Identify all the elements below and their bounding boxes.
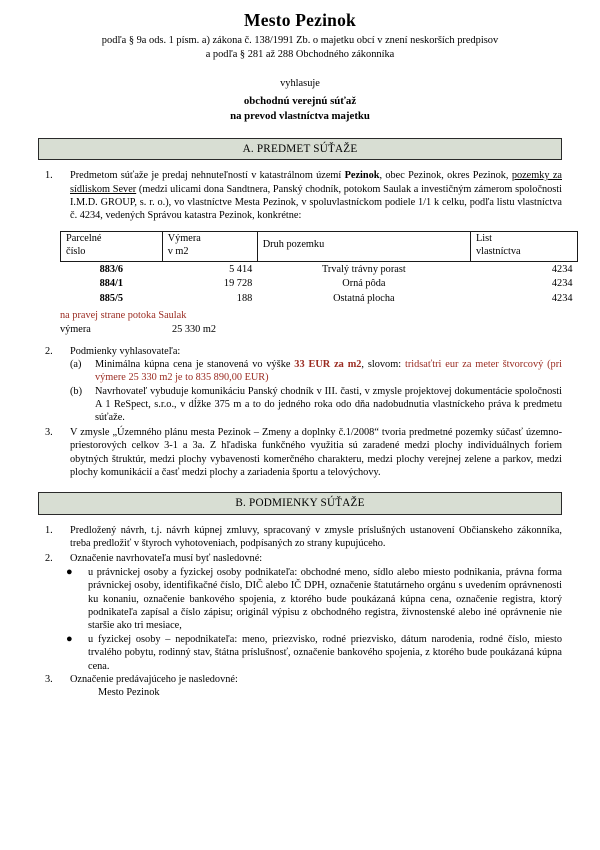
section-b-item-1-body: Predložený návrh, t.j. návrh kúpnej zmluvy, spracovaný v zmysle príslušných ustanovení Občianskeho zákonníka, treba predložiť v štyroch vyhotoveniach, podpísaných zo strany kupujúceho. (70, 524, 562, 550)
section-b-list-continued (38, 673, 562, 700)
parcel-table-slot (38, 231, 573, 337)
section-a-heading: A. PREDMET SÚŤAŽE (38, 138, 562, 161)
section-a-item-3 (38, 426, 562, 480)
bullet-icon: ● (66, 565, 73, 578)
parcel-table (60, 231, 578, 306)
condition-b (70, 385, 562, 425)
condition-b-body: Navrhovateľ vybuduje komunikáciu Panský chodník v III. časti, v zmysle projektovej dokumentácie spoločnosti A 1 ReSpect, s.r.o., v dĺžke 375 m a to do jedného roka odo dňa nadobudnutia vlastníckeho práva k predmetu súťaže. (95, 385, 562, 424)
item-number: 1. (45, 524, 53, 536)
header-line-1: Druh pozemku (262, 239, 325, 251)
item-1-part-3: , obec Pezinok, okres Pezinok, (379, 170, 512, 182)
cell-land-type: Orná pôda (342, 278, 386, 290)
cell-land-type: Trvalý trávny porast (322, 263, 406, 275)
item-1-part-5: (medzi ulicami dona Sandtnera, Panský chodník, potokom Saulak a investičným zámerom spoločnosti I.M.D. GROUP, s. r. o.), vo vlastníctve Mesta Pezinok, v spoluvlastníckom podiele 1/1 k celku, podľa listu vlastníctva č. 4234, vedených Správou katastra Pezinok, konkrétne: (70, 183, 563, 222)
announcement-block (38, 77, 562, 123)
section-a-item-2 (38, 345, 562, 425)
parcel-table-wrapper (60, 231, 578, 337)
item-number: 2. (45, 552, 53, 564)
section-b-item-3-lead: Označenie predávajúceho je nasledovné: (70, 673, 238, 685)
parcel-table-body (61, 261, 578, 306)
condition-a-part-3: , slovom: (361, 358, 405, 370)
bidder-designation-bullets (38, 566, 562, 673)
list-item (38, 566, 562, 633)
item-number: 3. (45, 673, 53, 685)
announcement-line-1: obchodnú verejnú súťaž (243, 94, 357, 107)
bullet-legal-entity-text: u právnickej osoby a fyzickej osoby podnikateľa: obchodné meno, sídlo alebo miesto podnikania, právna forma právnickej osoby, identifikačné číslo, DIČ alebo IČ DPH, označenie štatutárneho orgánu s uvedením oprávnenosti ku konaniu, označenie bankového spojenia, z ktorého bude poukázaná kúpna cena, označenie registra, ktorý podnikateľa zapísal a číslo zápisu; originál výpisu z obchodného registra, živnostenské alebo iné oprávnenie nie staršie ako tri mesiace, (88, 566, 562, 632)
cell-land-type: Ostatná plocha (333, 293, 395, 305)
header-line-1: Výmera (167, 232, 201, 244)
section-b-item-1 (38, 524, 562, 551)
cell-area: 188 (236, 293, 253, 305)
column-header-title-deed (470, 231, 577, 261)
section-b-item-2 (38, 552, 562, 565)
item-1-part-1: Predmetom súťaže je predaj nehnuteľností v katastrálnom území (70, 170, 345, 182)
section-b-item-2-lead: Označenie navrhovateľa musí byť nasledovné: (70, 552, 263, 564)
section-a-list (38, 169, 573, 479)
section-b-item-3 (38, 673, 562, 700)
item-number: 2. (45, 345, 53, 357)
section-b-heading: B. PODMIENKY SÚŤAŽE (38, 492, 562, 515)
section-a-item-1 (38, 169, 562, 223)
section-b-list (38, 524, 562, 565)
item-number: 3. (45, 426, 53, 438)
legal-reference-line-1: podľa § 9a ods. 1 písm. a) zákona č. 138/1991 Zb. o majetku obcí v znení neskorších predpisov (101, 34, 499, 46)
column-header-land-type (257, 231, 470, 261)
table-row (61, 261, 578, 276)
condition-a (70, 358, 562, 385)
header-line-1: List (475, 232, 492, 244)
conditions-letter-list (70, 358, 562, 425)
table-row (61, 276, 578, 291)
announcement-verb: vyhlasuje (280, 78, 320, 90)
cell-area: 5 414 (229, 263, 253, 275)
item-number: 1. (45, 170, 53, 182)
legal-reference-line-2: a podľa § 281 až 288 Obchodného zákonníka (205, 48, 395, 60)
announcement-line-2: na prevod vlastníctva majetku (230, 109, 370, 122)
condition-a-part-1: Minimálna kúpna cena je stanovená vo výške (95, 358, 295, 370)
item-2-lead: Podmienky vyhlasovateľa: (70, 345, 181, 357)
list-item (38, 633, 562, 673)
page-title: Mesto Pezinok (244, 10, 356, 30)
table-note-stream-side: na pravej strane potoka Saulak (60, 309, 187, 321)
seller-name: Mesto Pezinok (98, 687, 160, 699)
cell-title-deed: 4234 (551, 293, 573, 305)
cell-parcel-number: 883/6 (99, 263, 124, 275)
header-line-2: vlastníctva (475, 245, 521, 257)
minimum-price-value: 33 EUR za m2 (294, 358, 362, 370)
table-header-row (61, 231, 578, 261)
header-line-1: Parcelné (66, 232, 102, 244)
cell-parcel-number: 885/5 (99, 293, 124, 305)
table-total-area-row (60, 323, 578, 336)
bullet-natural-person-text: u fyzickej osoby – nepodnikateľa: meno, priezvisko, rodné priezvisko, dátum narodenia, rodné číslo, miesto trvalého pobytu, rodinný stav, štátna príslušnosť, označenie bankového spojenia, z ktorého bude poukázaná kúpna cena. (88, 633, 562, 672)
cadastral-area-name: Pezinok (344, 170, 380, 182)
header-line-2: číslo (66, 245, 86, 257)
column-header-area (162, 231, 257, 261)
parcel-table-head (61, 231, 578, 261)
letter-marker: (a) (70, 358, 82, 370)
letter-marker: (b) (70, 385, 83, 397)
column-header-parcel-number (61, 231, 163, 261)
cell-title-deed: 4234 (551, 278, 573, 290)
item-3-body: V zmysle „Územného plánu mesta Pezinok – Zmeny a doplnky č.1/2008“ tvoria predmetné pozemky súčasť územno-priestorových celkov 3-1 a 3a. Z hľadiska funkčného využitia sú zaradené medzi plochy individuálnych foriem obytných štruktúr, medzi plochy vybavenosti komerčného charakteru, medzi plochy verejnej zelene a parkov, medzi plochy komunikácií a časť medzi plochy a zariadenia športu a telovýchovy. (70, 426, 562, 478)
land-location-name: pozemky za sídliskom Sever (70, 170, 562, 195)
table-row (61, 291, 578, 306)
cell-area: 19 728 (223, 278, 253, 290)
condition-a-body (95, 358, 562, 385)
total-area-label: výmera (60, 324, 91, 336)
item-1-body (70, 169, 562, 223)
cell-title-deed: 4234 (551, 263, 573, 275)
cell-parcel-number: 884/1 (99, 278, 124, 290)
bullet-icon: ● (66, 632, 73, 645)
minimum-price-words: tridsaťtri eur za meter štvorcový (pri výmere 25 330 m2 je to 835 890,00 EUR) (95, 358, 562, 384)
total-area-value: 25 330 m2 (172, 324, 217, 336)
header-line-2: v m2 (167, 245, 189, 257)
